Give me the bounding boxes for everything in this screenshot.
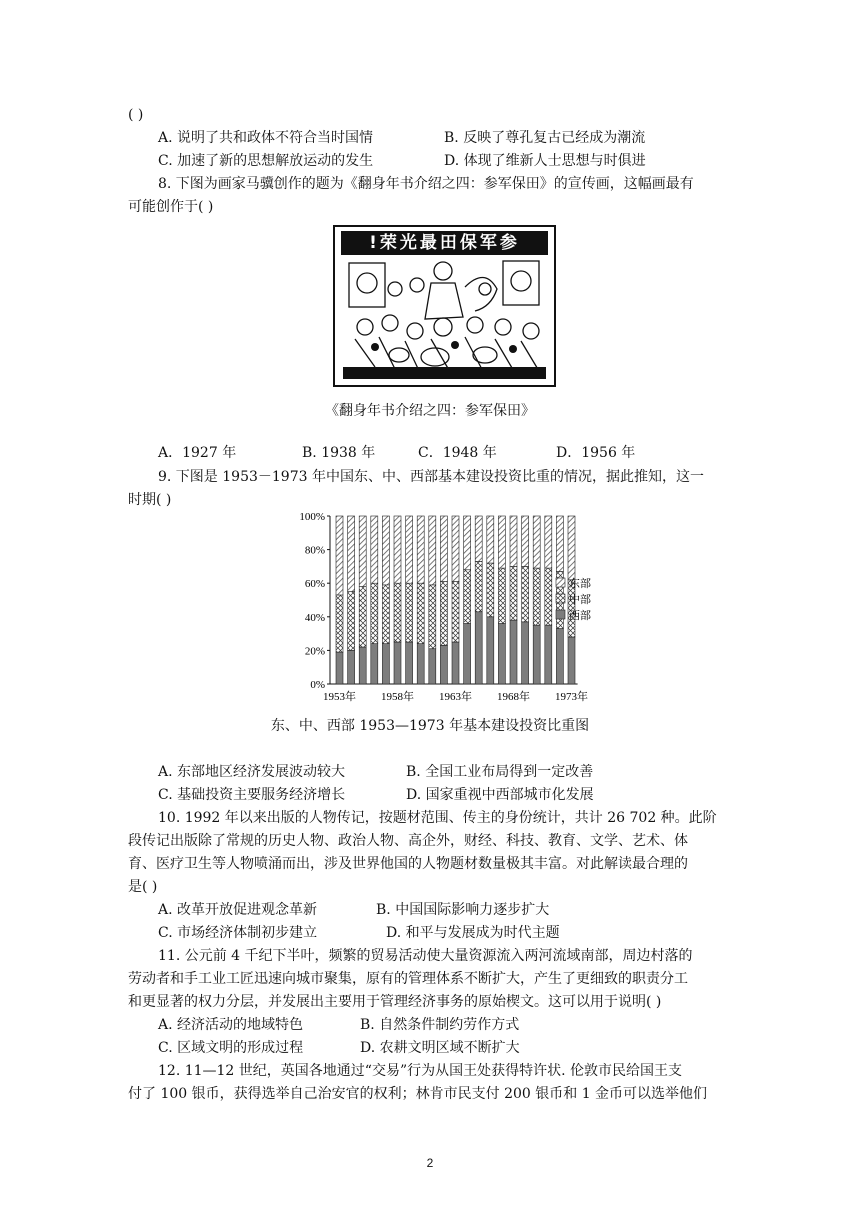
q10-line-2: 段传记出版除了常规的历史人物、政治人物、高企外，财经、科技、教育、文学、艺术、体 — [128, 833, 688, 849]
bar-segment-中部 — [382, 585, 389, 644]
q11-option-a: A. 经济活动的地域特色 — [158, 1017, 304, 1033]
x-tick-label: 1973年 — [555, 691, 588, 703]
bar-segment-西部 — [498, 624, 505, 684]
poster-illustration — [335, 227, 554, 385]
bar-segment-中部 — [475, 561, 482, 611]
y-tick-label: 60% — [304, 578, 325, 591]
bar-segment-中部 — [406, 583, 413, 642]
q10-line-3: 育、医疗卫生等人物喷涌而出，涉及世界他国的人物题材数量极其丰富。对此解读最合理的 — [128, 856, 688, 872]
bar-segment-东部 — [487, 516, 494, 563]
q10-option-c: C. 市场经济体制初步建立 — [158, 925, 318, 941]
bar-segment-西部 — [440, 645, 447, 684]
bar-segment-东部 — [475, 516, 482, 561]
q9-option-d: D. 国家重视中西部城市化发展 — [406, 787, 594, 803]
bar-segment-中部 — [522, 566, 529, 621]
q11-option-c: C. 区域文明的形成过程 — [158, 1040, 304, 1056]
bar-segment-西部 — [348, 650, 355, 684]
bar-segment-西部 — [475, 612, 482, 684]
legend-swatch — [556, 578, 565, 587]
bar-segment-中部 — [336, 595, 343, 652]
bar-segment-西部 — [487, 617, 494, 684]
bar-segment-西部 — [417, 644, 424, 684]
x-tick-label: 1958年 — [381, 691, 414, 703]
bar-segment-东部 — [556, 516, 563, 571]
bar-segment-中部 — [498, 568, 505, 623]
bar-segment-西部 — [533, 625, 540, 684]
bar-segment-西部 — [522, 622, 529, 684]
bar-segment-中部 — [487, 563, 494, 617]
bar-segment-西部 — [452, 642, 459, 684]
q12-line-1: 12. 11—12 世纪，英国各地通过“交易”行为从国王处获得特许状. 伦敦市民给国王支 — [158, 1063, 683, 1079]
bar-segment-中部 — [359, 587, 366, 647]
y-tick-label: 80% — [304, 544, 325, 557]
bar-segment-西部 — [568, 637, 575, 684]
q9-option-a: A. 东部地区经济发展波动较大 — [158, 764, 346, 780]
legend-swatch — [556, 610, 565, 619]
q8-option-b: B. 1938 年 — [302, 445, 376, 461]
bar-segment-西部 — [394, 642, 401, 684]
y-tick-label: 100% — [299, 511, 325, 523]
bar-segment-西部 — [382, 644, 389, 684]
x-tick-label: 1953年 — [323, 691, 356, 703]
bar-segment-东部 — [533, 516, 540, 568]
bar-segment-中部 — [533, 568, 540, 625]
bar-segment-西部 — [359, 647, 366, 684]
bar-segment-中部 — [464, 570, 471, 624]
bar-segment-中部 — [440, 582, 447, 646]
q9-option-c: C. 基础投资主要服务经济增长 — [158, 787, 346, 803]
legend-label: 西部 — [569, 610, 591, 622]
page-number: 2 — [426, 1156, 434, 1170]
q8-stem: 8. 下图为画家马骥创作的题为《翻身年书介绍之四：参军保田》的宣传画，这幅画最有 — [158, 176, 694, 192]
q11-option-d: D. 农耕文明区域不断扩大 — [360, 1040, 520, 1056]
bar-segment-东部 — [371, 516, 378, 583]
bar-segment-东部 — [394, 516, 401, 583]
chart-title: 东、中、西部 1953—1973 年基本建设投资比重图 — [270, 718, 590, 734]
y-tick-label: 20% — [304, 645, 325, 658]
bar-segment-东部 — [568, 516, 575, 580]
bar-segment-东部 — [417, 516, 424, 583]
legend-swatch — [556, 594, 565, 603]
q11-line-3: 和更显著的权力分层，并发展出主要用于管理经济事务的原始楔文。这可以用于说明( ) — [128, 994, 662, 1010]
q10-line-1: 10. 1992 年以来出版的人物传记，按题材范围、传主的身份统计，共计 26 702 种。此阶 — [158, 810, 717, 826]
q10-option-b: B. 中国国际影响力逐步扩大 — [376, 902, 550, 918]
q11-option-b: B. 自然条件制约劳作方式 — [360, 1017, 520, 1033]
y-tick-label: 0% — [310, 679, 325, 691]
bar-segment-中部 — [510, 566, 517, 620]
q7-option-b: B. 反映了尊孔复古已经成为潮流 — [444, 130, 646, 146]
bar-segment-西部 — [556, 629, 563, 684]
bar-segment-中部 — [545, 568, 552, 625]
q10-line-4: 是( ) — [128, 879, 158, 895]
legend-label: 东部 — [569, 578, 591, 590]
bar-segment-东部 — [429, 516, 436, 585]
q9-option-b: B. 全国工业布局得到一定改善 — [406, 764, 594, 780]
bar-segment-西部 — [510, 620, 517, 684]
bar-segment-东部 — [464, 516, 471, 570]
propaganda-poster-image — [333, 225, 556, 387]
bar-segment-东部 — [452, 516, 459, 582]
bar-segment-中部 — [348, 592, 355, 651]
q10-option-d: D. 和平与发展成为时代主题 — [386, 925, 560, 941]
legend-label: 中部 — [569, 594, 591, 606]
bar-segment-东部 — [406, 516, 413, 583]
bar-segment-西部 — [371, 644, 378, 684]
bar-segment-中部 — [394, 583, 401, 642]
q11-line-2: 劳动者和手工业工匠迅速向城市聚集，原有的管理体系不断扩大，产生了更细致的职责分工 — [128, 971, 688, 987]
q8-option-d: D．1956 年 — [556, 445, 636, 461]
x-tick-label: 1963年 — [439, 691, 472, 703]
bar-segment-东部 — [359, 516, 366, 587]
q10-option-a: A. 改革开放促进观念革新 — [158, 902, 318, 918]
q8-stem-cont: 可能创作于( ) — [128, 199, 214, 215]
q8-option-a: A．1927 年 — [158, 445, 237, 461]
q8-option-c: C．1948 年 — [418, 445, 497, 461]
q7-option-c: C. 加速了新的思想解放运动的发生 — [158, 153, 374, 169]
bar-segment-东部 — [545, 516, 552, 568]
answer-blank-q7: ( ) — [128, 107, 144, 123]
q7-option-a: A. 说明了共和政体不符合当时国情 — [158, 130, 374, 146]
y-tick-label: 40% — [304, 611, 325, 624]
bar-segment-西部 — [336, 652, 343, 684]
q9-stem-cont: 时期( ) — [128, 492, 172, 508]
bar-segment-东部 — [498, 516, 505, 568]
investment-chart — [288, 508, 608, 718]
bar-segment-东部 — [440, 516, 447, 582]
bar-segment-中部 — [452, 582, 459, 642]
bar-segment-西部 — [545, 625, 552, 684]
bar-segment-东部 — [336, 516, 343, 595]
x-tick-label: 1968年 — [497, 691, 530, 703]
q9-stem: 9. 下图是 1953－1973 年中国东、中、西部基本建设投资比重的情况，据此推知，这一 — [158, 469, 704, 485]
bar-segment-中部 — [371, 583, 378, 643]
bar-segment-东部 — [382, 516, 389, 585]
bar-segment-东部 — [522, 516, 529, 566]
bar-segment-西部 — [429, 649, 436, 684]
bar-segment-东部 — [510, 516, 517, 566]
bar-segment-西部 — [406, 642, 413, 684]
poster-caption: 《翻身年书介绍之四：参军保田》 — [325, 403, 535, 419]
bar-segment-东部 — [348, 516, 355, 592]
q12-line-2: 付了 100 银币，获得选举自己治安官的权利；林肯市民支付 200 银币和 1 金币可以选举他们 — [128, 1086, 708, 1102]
q7-option-d: D. 体现了维新人士思想与时俱进 — [444, 153, 646, 169]
q11-line-1: 11. 公元前 4 千纪下半叶，频繁的贸易活动使大量资源流入两河流域南部，周边村落的 — [158, 948, 693, 964]
poster-banner: !荣光最田保军参 — [341, 231, 548, 255]
bar-segment-中部 — [429, 585, 436, 649]
bar-segment-中部 — [417, 583, 424, 643]
bar-segment-西部 — [464, 624, 471, 684]
